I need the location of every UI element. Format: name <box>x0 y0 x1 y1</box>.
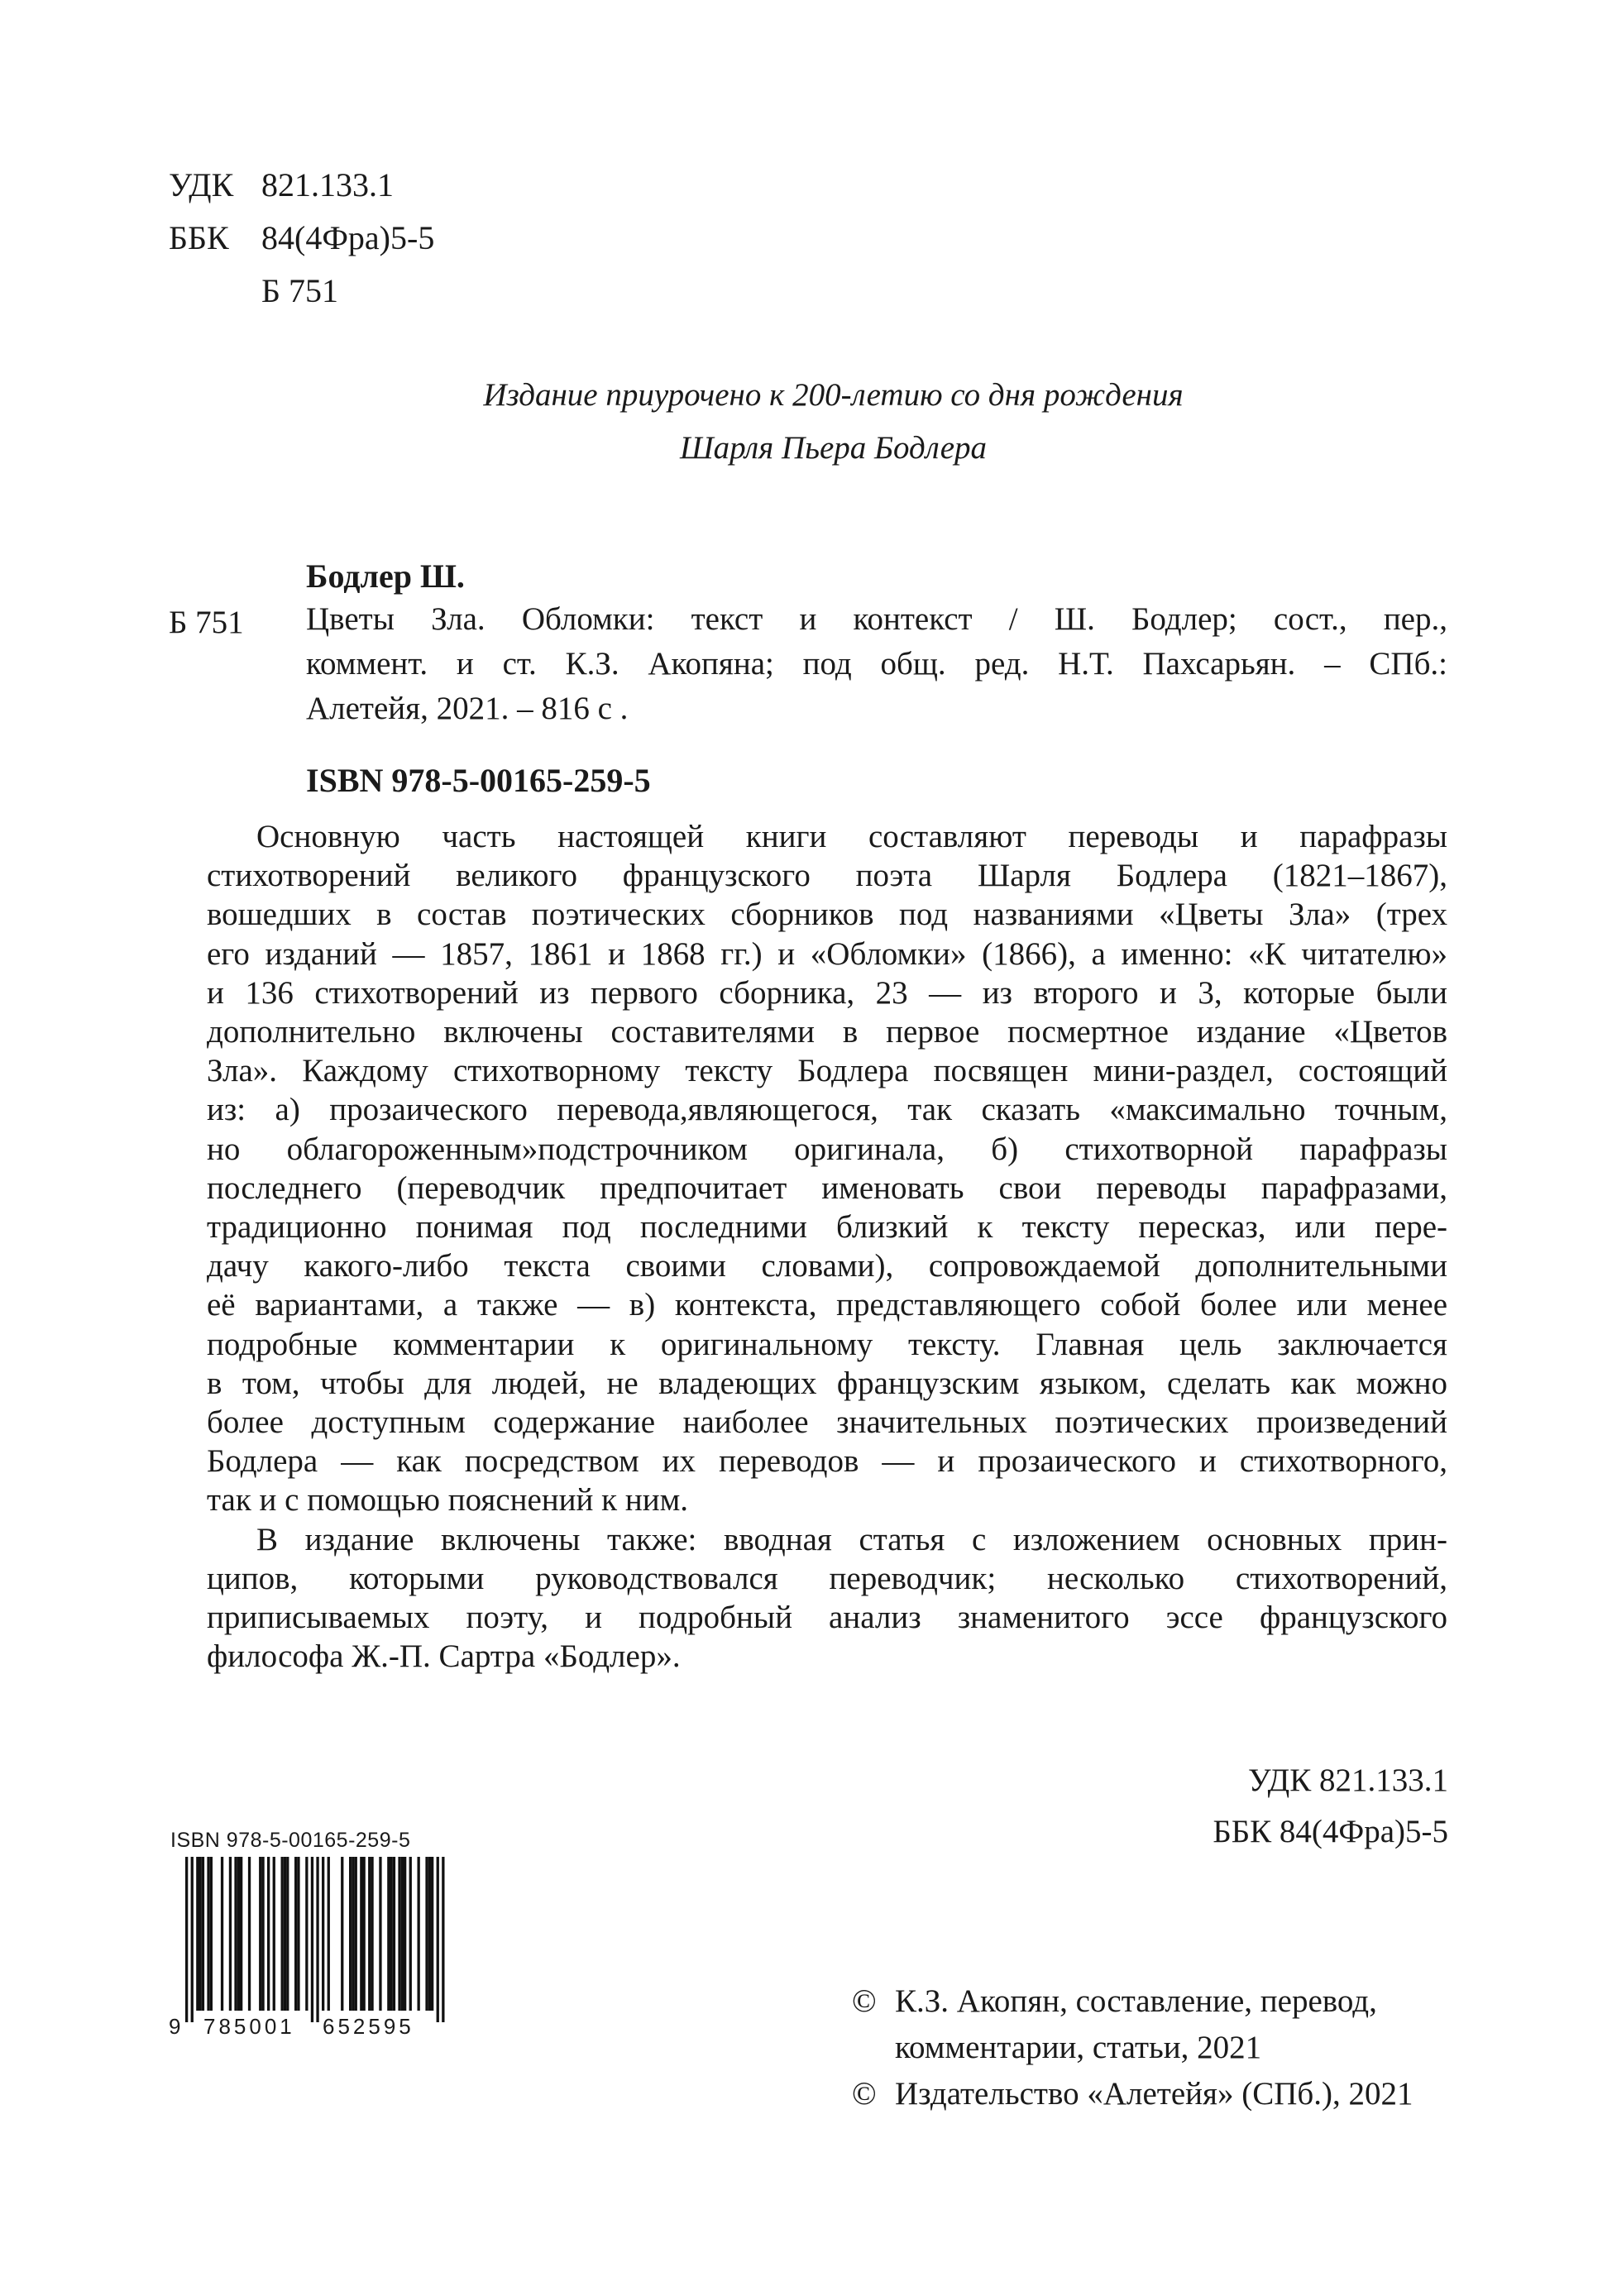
bib-line: Алетейя, 2021. – 816 с . <box>306 691 629 726</box>
abstract-line: дачу какого-либо текста своими словами), сопровождаемой дополнительными <box>207 1248 1447 1284</box>
dedication <box>0 369 1612 475</box>
barcode-bar <box>196 1857 199 2011</box>
abstract-line: но облагороженным»подстрочником оригинала, б) стихотворной парафразы <box>207 1131 1447 1167</box>
copyright-symbol: © <box>852 2076 877 2112</box>
barcode-bar <box>390 1857 393 2011</box>
abstract-line: и 136 стихотворений из первого сборника, 23 — из второго и 3, которые были <box>207 974 1447 1011</box>
abstract-line: её вариантами, а также — в) контекста, представляющего собой более или менее <box>207 1287 1447 1323</box>
isbn-bold: ISBN 978-5-00165-259-5 <box>306 762 651 799</box>
barcode-bar <box>428 1857 431 2011</box>
abstract <box>207 817 1447 1676</box>
udk-label: УДК <box>169 166 234 203</box>
abstract-line: ципов, которыми руководствовался переводчик; несколько стихотворений, <box>207 1560 1447 1596</box>
barcode-bar <box>261 1857 264 2011</box>
barcode-bar <box>379 1857 381 2011</box>
dedication-line-2: Шарля Пьера Бодлера <box>679 430 988 466</box>
abstract-line: приписываемых поэту, и подробный анализ знаменитого эссе французского <box>207 1600 1447 1636</box>
barcode-bar <box>229 1857 232 2011</box>
abstract-line: Зла». Каждому стихотворному тексту Бодлера посвящен мини-раздел, состоящий <box>207 1053 1447 1089</box>
abstract-line: подробные комментарии к оригинальному тексту. Главная цель заключается <box>207 1326 1447 1362</box>
dedication-line-1: Издание приурочено к 200-летию со дня рождения <box>483 377 1184 413</box>
barcode-bar <box>185 1857 188 2022</box>
bib-line: коммент. и ст. К.З. Акопяна; под общ. ред. Н.Т. Пахсарьян. – СПб.: <box>306 646 1447 682</box>
abstract-line: традиционно понимая под последними близкий к тексту пересказ, или пере- <box>207 1209 1447 1246</box>
udk-row <box>169 159 434 212</box>
abstract-line: Бодлера — как посредством их переводов — и прозаического и стихотворного, <box>207 1443 1447 1480</box>
author-heading: Бодлер Ш. <box>306 557 465 595</box>
abstract-line: В издание включены также: вводная статья с изложением основных прин- <box>256 1521 1447 1557</box>
barcode-bar <box>281 1857 284 2011</box>
barcode-bar <box>404 1857 406 2011</box>
barcode-bar <box>259 1857 261 2011</box>
abstract-line: так и с помощью пояснений к ним. <box>207 1482 689 1519</box>
barcode-bar <box>234 1857 237 2011</box>
barcode-bar <box>363 1857 366 2011</box>
abstract-paragraph-1 <box>207 817 1447 1520</box>
barcode-bar <box>328 1857 330 2011</box>
copyright-text-1: К.З. Акопян, составление, перевод, <box>895 1983 1377 2019</box>
bibliographic-description <box>306 597 1447 731</box>
barcode-bar <box>425 1857 428 2011</box>
abstract-line: философа Ж.-П. Сартра «Бодлер». <box>207 1638 681 1675</box>
abstract-line: дополнительно включены составителями в первое посмертное издание «Цветов <box>207 1014 1447 1050</box>
udk-value: 821.133.1 <box>261 166 394 203</box>
barcode-bar <box>294 1857 297 2011</box>
barcode-first-digit: 9 <box>169 2014 181 2039</box>
barcode-bar <box>284 1857 286 2011</box>
copyright-block <box>852 1978 1413 2117</box>
barcode-bar <box>286 1857 289 2011</box>
barcode-bar <box>393 1857 395 2011</box>
barcode-bar <box>368 1857 371 2011</box>
abstract-line: в том, чтобы для людей, не владеющих французским языком, сделать как можно <box>207 1365 1447 1401</box>
barcode-bars <box>170 1857 456 2022</box>
barcode-right-digits: 652595 <box>323 2014 414 2039</box>
barcode-bar <box>202 1857 204 2011</box>
barcode-bar <box>418 1857 420 2011</box>
barcode-bar <box>437 1857 439 2022</box>
abstract-line: его изданий — 1857, 1861 и 1868 гг.) и «Обломки» (1866), а именно: «К читателю» <box>207 935 1447 972</box>
barcode-bar <box>273 1857 275 2011</box>
barcode-isbn-text: ISBN 978-5-00165-259-5 <box>170 1829 411 1852</box>
barcode-bar <box>297 1857 299 2011</box>
barcode-bar <box>305 1857 308 2011</box>
abstract-line: Основную часть настоящей книги составляют переводы и парафразы <box>256 819 1447 854</box>
barcode-bar <box>240 1857 242 2011</box>
barcode-bar <box>237 1857 240 2011</box>
abstract-line: стихотворений великого французского поэта Шарля Бодлера (1821–1867), <box>207 858 1447 894</box>
barcode-bar <box>431 1857 433 2011</box>
abstract-line: из: а) прозаического перевода,являющегося, так сказать «максимально точным, <box>207 1092 1447 1128</box>
barcode-bar <box>199 1857 202 2011</box>
copyright-line-1-cont: комментарии, статьи, 2021 <box>895 2030 1262 2065</box>
barcode-bar <box>355 1857 357 2011</box>
barcode-bar <box>409 1857 412 2011</box>
barcode-bar <box>352 1857 354 2011</box>
barcode-bar <box>191 1857 194 2022</box>
barcode-bar <box>387 1857 390 2011</box>
bbk-code: ББК 84(4Фра)5-5 <box>1213 1814 1448 1849</box>
udk-code: УДК 821.133.1 <box>1247 1763 1448 1798</box>
barcode-left-digits: 785001 <box>203 2014 295 2039</box>
bib-line: Цветы Зла. Обломки: текст и контекст / Ш. Бодлер; сост., пер., <box>306 601 1447 637</box>
copyright-line-2 <box>852 2071 1413 2117</box>
barcode-bar <box>349 1857 352 2011</box>
classification-codes-right <box>1213 1755 1448 1858</box>
barcode-bar <box>341 1857 343 2011</box>
abstract-line: более доступным содержание наиболее значительных поэтических произведений <box>207 1404 1447 1441</box>
copyright-line-1 <box>852 1978 1413 2025</box>
barcode-bar <box>311 1857 313 2022</box>
barcode-bar <box>248 1857 251 2011</box>
barcode-bar <box>207 1857 209 2011</box>
barcode-bar <box>322 1857 324 2011</box>
classification-block <box>169 159 434 318</box>
bbk-value: 84(4Фра)5-5 <box>261 219 435 256</box>
barcode-bar <box>442 1857 444 2022</box>
bbk-row <box>169 212 434 265</box>
abstract-paragraph-2 <box>207 1520 1447 1677</box>
barcode-bar <box>401 1857 404 2011</box>
author-mark: Б 751 <box>261 272 338 309</box>
abstract-line: вошедших в состав поэтических сборников под названиями «Цветы Зла» (трех <box>207 897 1447 933</box>
barcode-bar <box>267 1857 270 2011</box>
copyright-text-2: Издательство «Алетейя» (СПб.), 2021 <box>895 2076 1413 2112</box>
barcode-bar <box>210 1857 213 2011</box>
barcode-bar <box>371 1857 373 2011</box>
abstract-line: последнего (переводчик предпочитает именовать свои переводы парафразами, <box>207 1170 1447 1206</box>
bbk-label: ББК <box>169 219 229 256</box>
bibliographic-author-mark: Б 751 <box>169 605 244 640</box>
barcode-bar <box>360 1857 362 2011</box>
barcode-bar <box>316 1857 318 2022</box>
barcode-bar <box>398 1857 400 2011</box>
isbn-barcode <box>170 1830 456 2038</box>
barcode-bar <box>221 1857 223 2011</box>
copyright-symbol: © <box>852 1983 877 2019</box>
author-mark-row <box>169 265 434 318</box>
